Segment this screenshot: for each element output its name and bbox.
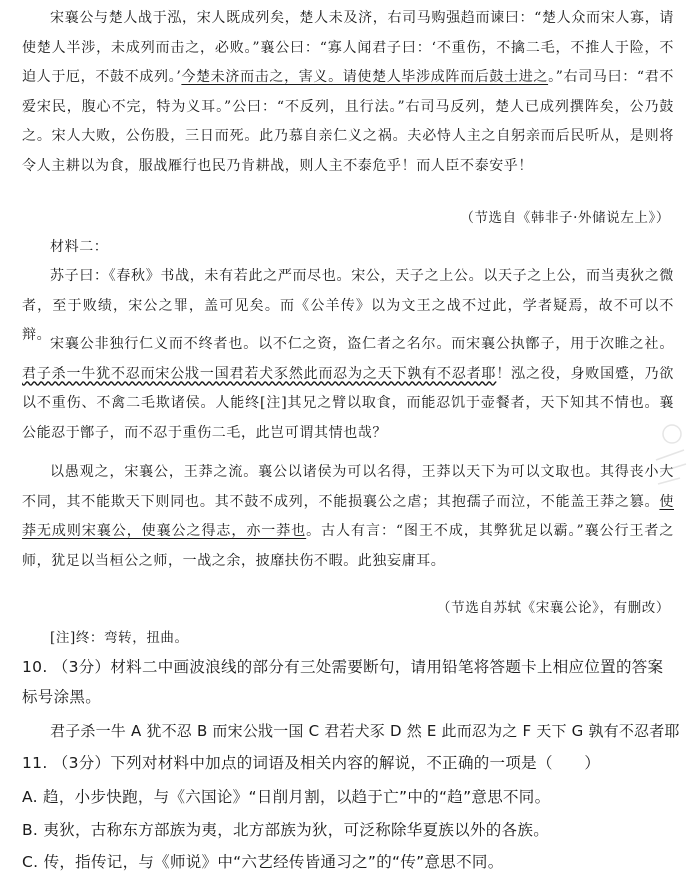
passage2-text-d: 。古人有言：“图王不成，其弊犹足以霸。”襄公行王者之师，犹足以当桓公之师，一战之余，披靡扶伤不暇。此独妄庸耳。 — [22, 523, 674, 569]
question-10: 10. （3分）材料二中画波浪线的部分有三处需要断句，请用铅笔将答题卡上相应位置的答案标号涂黑。 — [22, 658, 664, 706]
passage2-text-b: ！泓之役，身败国蹙，乃欲以不重伤、不禽二毛欺诸侯。人能终[注]其兄之臂以取食，而能忍饥于壶餐者，天下知其不情也。襄公能忍于鄫子，而不忍于重伤二毛，此岂可谓其情也哉？ — [22, 365, 674, 441]
passage2-source: （节选自苏轼《宋襄公论》，有删改） — [437, 600, 670, 616]
passage2-text-c: 以愚观之，宋襄公，王莽之流。襄公以诸侯为可以名得，王莽以天下为可以文取也。其得丧小大不同，其不能欺天下则同也。其不鼓不成列，不能损襄公之虐；其抱孺子而泣，不能盖王莽之篡。 — [22, 464, 674, 510]
material2-label: 材料二： — [50, 239, 109, 255]
question-11-option-b: B. 夷狄，古称东方部族为夷，北方部族为狄，可泛称除华夏族以外的各族。 — [22, 821, 549, 839]
passage2-paragraph2 — [22, 330, 674, 448]
passage2-text-a: 宋襄公非独行仁义而不终者也。以不仁之资，盗仁者之名尔。而宋襄公执鄫子，用于次睢之社。 — [50, 336, 674, 352]
passage2-paragraph1: 苏子曰：《春秋》书战，未有若此之严而尽也。宋公，天子之上公。以天子之上公，而当夷狄之微者，至于败绩，宋公之罪，盖可见矣。而《公羊传》以为文王之战不过此，学者疑焉，故不可以不辩。 — [22, 268, 674, 343]
question-11-option-a: A. 趋，小步快跑，与《六国论》“日削月割，以趋于亡”中的“趋”意思不同。 — [22, 788, 551, 806]
question-10-options: 君子杀一牛 A 犹不忍 B 而宋公戕一国 C 君若犬豕 D 然 E 此而忍为之 F 天下 G 孰有不忍者耶 — [50, 722, 680, 740]
annotation-note: [注]终：弯转，扭曲。 — [50, 630, 189, 646]
passage1-underlined: 今楚未济而击之，害义。请使楚人毕涉成阵而后鼓士进之 — [181, 69, 549, 85]
passage1-text-a: 宋襄公与楚人战于泓，宋人既成列矣，楚人未及济，右司马购强趋而谏曰：“楚人众而宋人寡，请使楚人半涉，未成列而击之，必败。”襄公曰：“寡人闻君子曰：‘不重伤，不擒二毛，不推人于险，不迫人于厄，不鼓不成列。’ — [22, 10, 674, 85]
question-11: 11. （3分）下列对材料中加点的词语及相关内容的解说，不正确的一项是（ ） — [22, 754, 601, 772]
question-11-option-c: C. 传，指传记，与《师说》中“六艺经传皆通习之”的“传”意思不同。 — [22, 853, 504, 871]
passage1-paragraph — [22, 4, 674, 181]
passage1-source: （节选自《韩非子·外储说左上》） — [460, 210, 670, 226]
passage2-paragraph3 — [22, 458, 674, 576]
watermark-icon — [650, 420, 690, 490]
passage2-underlined: 使莽无成则宋襄公，使襄公之得志，亦一莽也 — [22, 493, 674, 539]
passage1-text-b: 。”右司马曰：“君不爱宋民，腹心不完，特为义耳。”公曰：“不反列，且行法。”右司马反列，楚人已成列撰阵矣，公乃鼓之。宋人大败，公伤股，三日而死。此乃慕自亲仁义之祸。夫必恃人主之自躬亲而后民听从，是则将令人主耕以为食，服战雁行也民乃肯耕战，则人主不泰危乎！而人臣不泰安乎！ — [22, 69, 674, 174]
passage2-wavy-underlined: 君子杀一牛犹不忍而宋公戕一国君若犬豕然此而忍为之天下孰有不忍者耶 — [22, 365, 497, 382]
